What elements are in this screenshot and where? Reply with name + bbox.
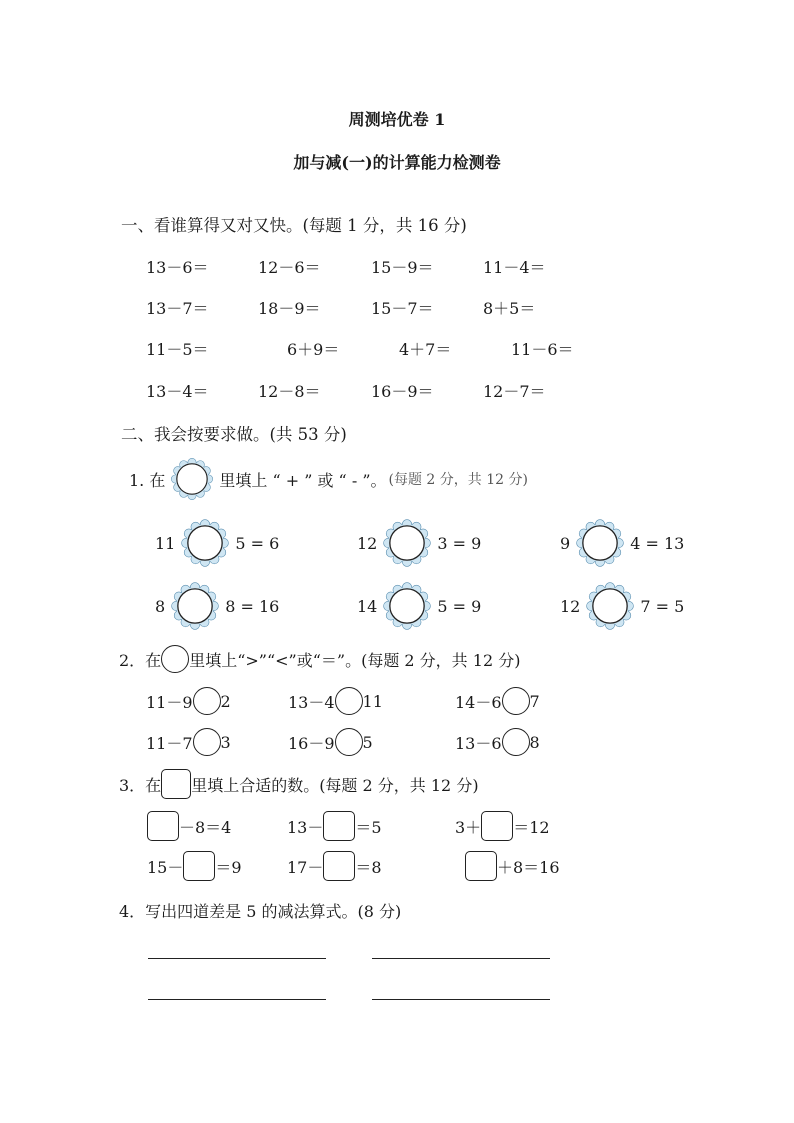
q2-prefix: 2．在 [119, 650, 162, 670]
q1-item [560, 516, 684, 570]
q2-right: 8 [529, 732, 540, 752]
q2-item [146, 686, 231, 716]
calc-item: 6＋9＝ [287, 340, 340, 359]
q3-right: ＝9 [215, 857, 242, 877]
number-answer-box[interactable] [183, 851, 215, 881]
q2-left: 11－9 [146, 692, 193, 712]
q1-suffix: 里填上 “ + ” 或 “ - ”。 [219, 470, 387, 490]
q2-right: 2 [220, 691, 231, 711]
q2-item [455, 727, 540, 757]
q2-left: 14－6 [455, 692, 502, 712]
q2-item [288, 686, 383, 716]
q1-operand-b: 3 = 9 [437, 533, 482, 553]
q2-right: 11 [362, 691, 383, 711]
q2-left: 13－6 [455, 733, 502, 753]
q3-item [147, 850, 242, 882]
number-answer-box[interactable] [147, 811, 179, 841]
page-title: 周测培优卷 1 [348, 110, 446, 129]
answer-line[interactable] [372, 999, 550, 1000]
flower-answer-slot[interactable] [574, 517, 626, 569]
q3-prefix: 3．在 [119, 775, 162, 795]
calc-item: 13－6＝ [146, 258, 209, 277]
page-subtitle: 加与减(一)的计算能力检测卷 [293, 153, 501, 172]
q2-suffix: 里填上“>”“<”或“＝”。(每题 2 分，共 12 分) [189, 650, 521, 670]
q1-heading [129, 455, 528, 503]
q3-left: 13－ [287, 817, 324, 837]
compare-answer-circle[interactable] [335, 728, 363, 756]
q2-item [455, 686, 540, 716]
calc-item: 11－5＝ [146, 340, 209, 359]
q3-suffix: 里填上合适的数。(每题 2 分，共 12 分) [191, 775, 479, 795]
square-icon [161, 769, 191, 799]
q3-left: 15－ [147, 857, 184, 877]
calc-item: 13－4＝ [146, 382, 209, 401]
answer-line[interactable] [372, 958, 550, 959]
q3-left: 17－ [287, 857, 324, 877]
q2-left: 16－9 [288, 733, 335, 753]
answer-line[interactable] [148, 999, 326, 1000]
q3-item [287, 850, 382, 882]
answer-line[interactable] [148, 958, 326, 959]
number-answer-box[interactable] [323, 811, 355, 841]
q1-operand-a: 14 [357, 596, 378, 616]
q1-operand-a: 11 [155, 533, 176, 553]
q3-left: 3＋ [455, 817, 482, 837]
q3-item [455, 810, 550, 842]
flower-answer-slot[interactable] [381, 517, 433, 569]
q3-right: ＝8 [355, 857, 382, 877]
q3-item [287, 810, 382, 842]
q1-prefix: 1. 在 [129, 470, 166, 490]
q1-item [155, 516, 279, 570]
q3-item [465, 850, 560, 882]
section2-heading: 二、我会按要求做。(共 53 分) [121, 425, 347, 444]
calc-item: 18－9＝ [258, 299, 321, 318]
q1-operand-b: 5 = 9 [437, 596, 482, 616]
compare-answer-circle[interactable] [502, 728, 530, 756]
q2-left: 11－7 [146, 733, 193, 753]
q2-right: 5 [362, 732, 373, 752]
calc-item: 13－7＝ [146, 299, 209, 318]
q3-right: －8＝4 [179, 817, 232, 837]
number-answer-box[interactable] [465, 851, 497, 881]
flower-answer-slot[interactable] [584, 580, 636, 632]
circle-icon [161, 645, 189, 673]
calc-item: 15－7＝ [371, 299, 434, 318]
q3-heading [119, 768, 479, 800]
calc-item: 11－4＝ [483, 258, 546, 277]
compare-answer-circle[interactable] [193, 687, 221, 715]
q2-left: 13－4 [288, 692, 335, 712]
q1-operand-a: 9 [560, 533, 571, 553]
q2-right: 7 [529, 691, 540, 711]
q1-operand-b: 7 = 5 [640, 596, 685, 616]
q1-item [357, 579, 481, 633]
q2-item [146, 727, 231, 757]
q1-operand-a: 12 [357, 533, 378, 553]
calc-item: 8＋5＝ [483, 299, 536, 318]
q1-hint: (每题 2 分，共 12 分) [388, 472, 528, 488]
q3-right: ＋8＝16 [497, 857, 560, 877]
calc-item: 12－7＝ [483, 382, 546, 401]
q1-operand-b: 4 = 13 [630, 533, 685, 553]
number-answer-box[interactable] [323, 851, 355, 881]
q2-right: 3 [220, 732, 231, 752]
q1-operand-b: 8 = 16 [225, 596, 280, 616]
flower-answer-slot[interactable] [381, 580, 433, 632]
flower-circle-icon [169, 456, 215, 502]
number-answer-box[interactable] [481, 811, 513, 841]
q3-right: ＝12 [513, 817, 550, 837]
q3-right: ＝5 [355, 817, 382, 837]
calc-item: 4＋7＝ [399, 340, 452, 359]
q1-operand-a: 12 [560, 596, 581, 616]
q3-item [147, 810, 231, 842]
q1-operand-a: 8 [155, 596, 166, 616]
q4-heading: 4．写出四道差是 5 的减法算式。(8 分) [119, 901, 402, 921]
compare-answer-circle[interactable] [335, 687, 363, 715]
q2-item [288, 727, 373, 757]
q1-item [155, 579, 279, 633]
calc-item: 12－8＝ [258, 382, 321, 401]
q1-operand-b: 5 = 6 [235, 533, 280, 553]
flower-answer-slot[interactable] [169, 580, 221, 632]
compare-answer-circle[interactable] [193, 728, 221, 756]
compare-answer-circle[interactable] [502, 687, 530, 715]
calc-item: 11－6＝ [511, 340, 574, 359]
calc-item: 16－9＝ [371, 382, 434, 401]
q2-heading [119, 644, 520, 674]
flower-answer-slot[interactable] [179, 517, 231, 569]
q1-item [357, 516, 481, 570]
calc-item: 12－6＝ [258, 258, 321, 277]
calc-item: 15－9＝ [371, 258, 434, 277]
section1-heading: 一、看谁算得又对又快。(每题 1 分，共 16 分) [121, 216, 467, 235]
q1-item [560, 579, 684, 633]
